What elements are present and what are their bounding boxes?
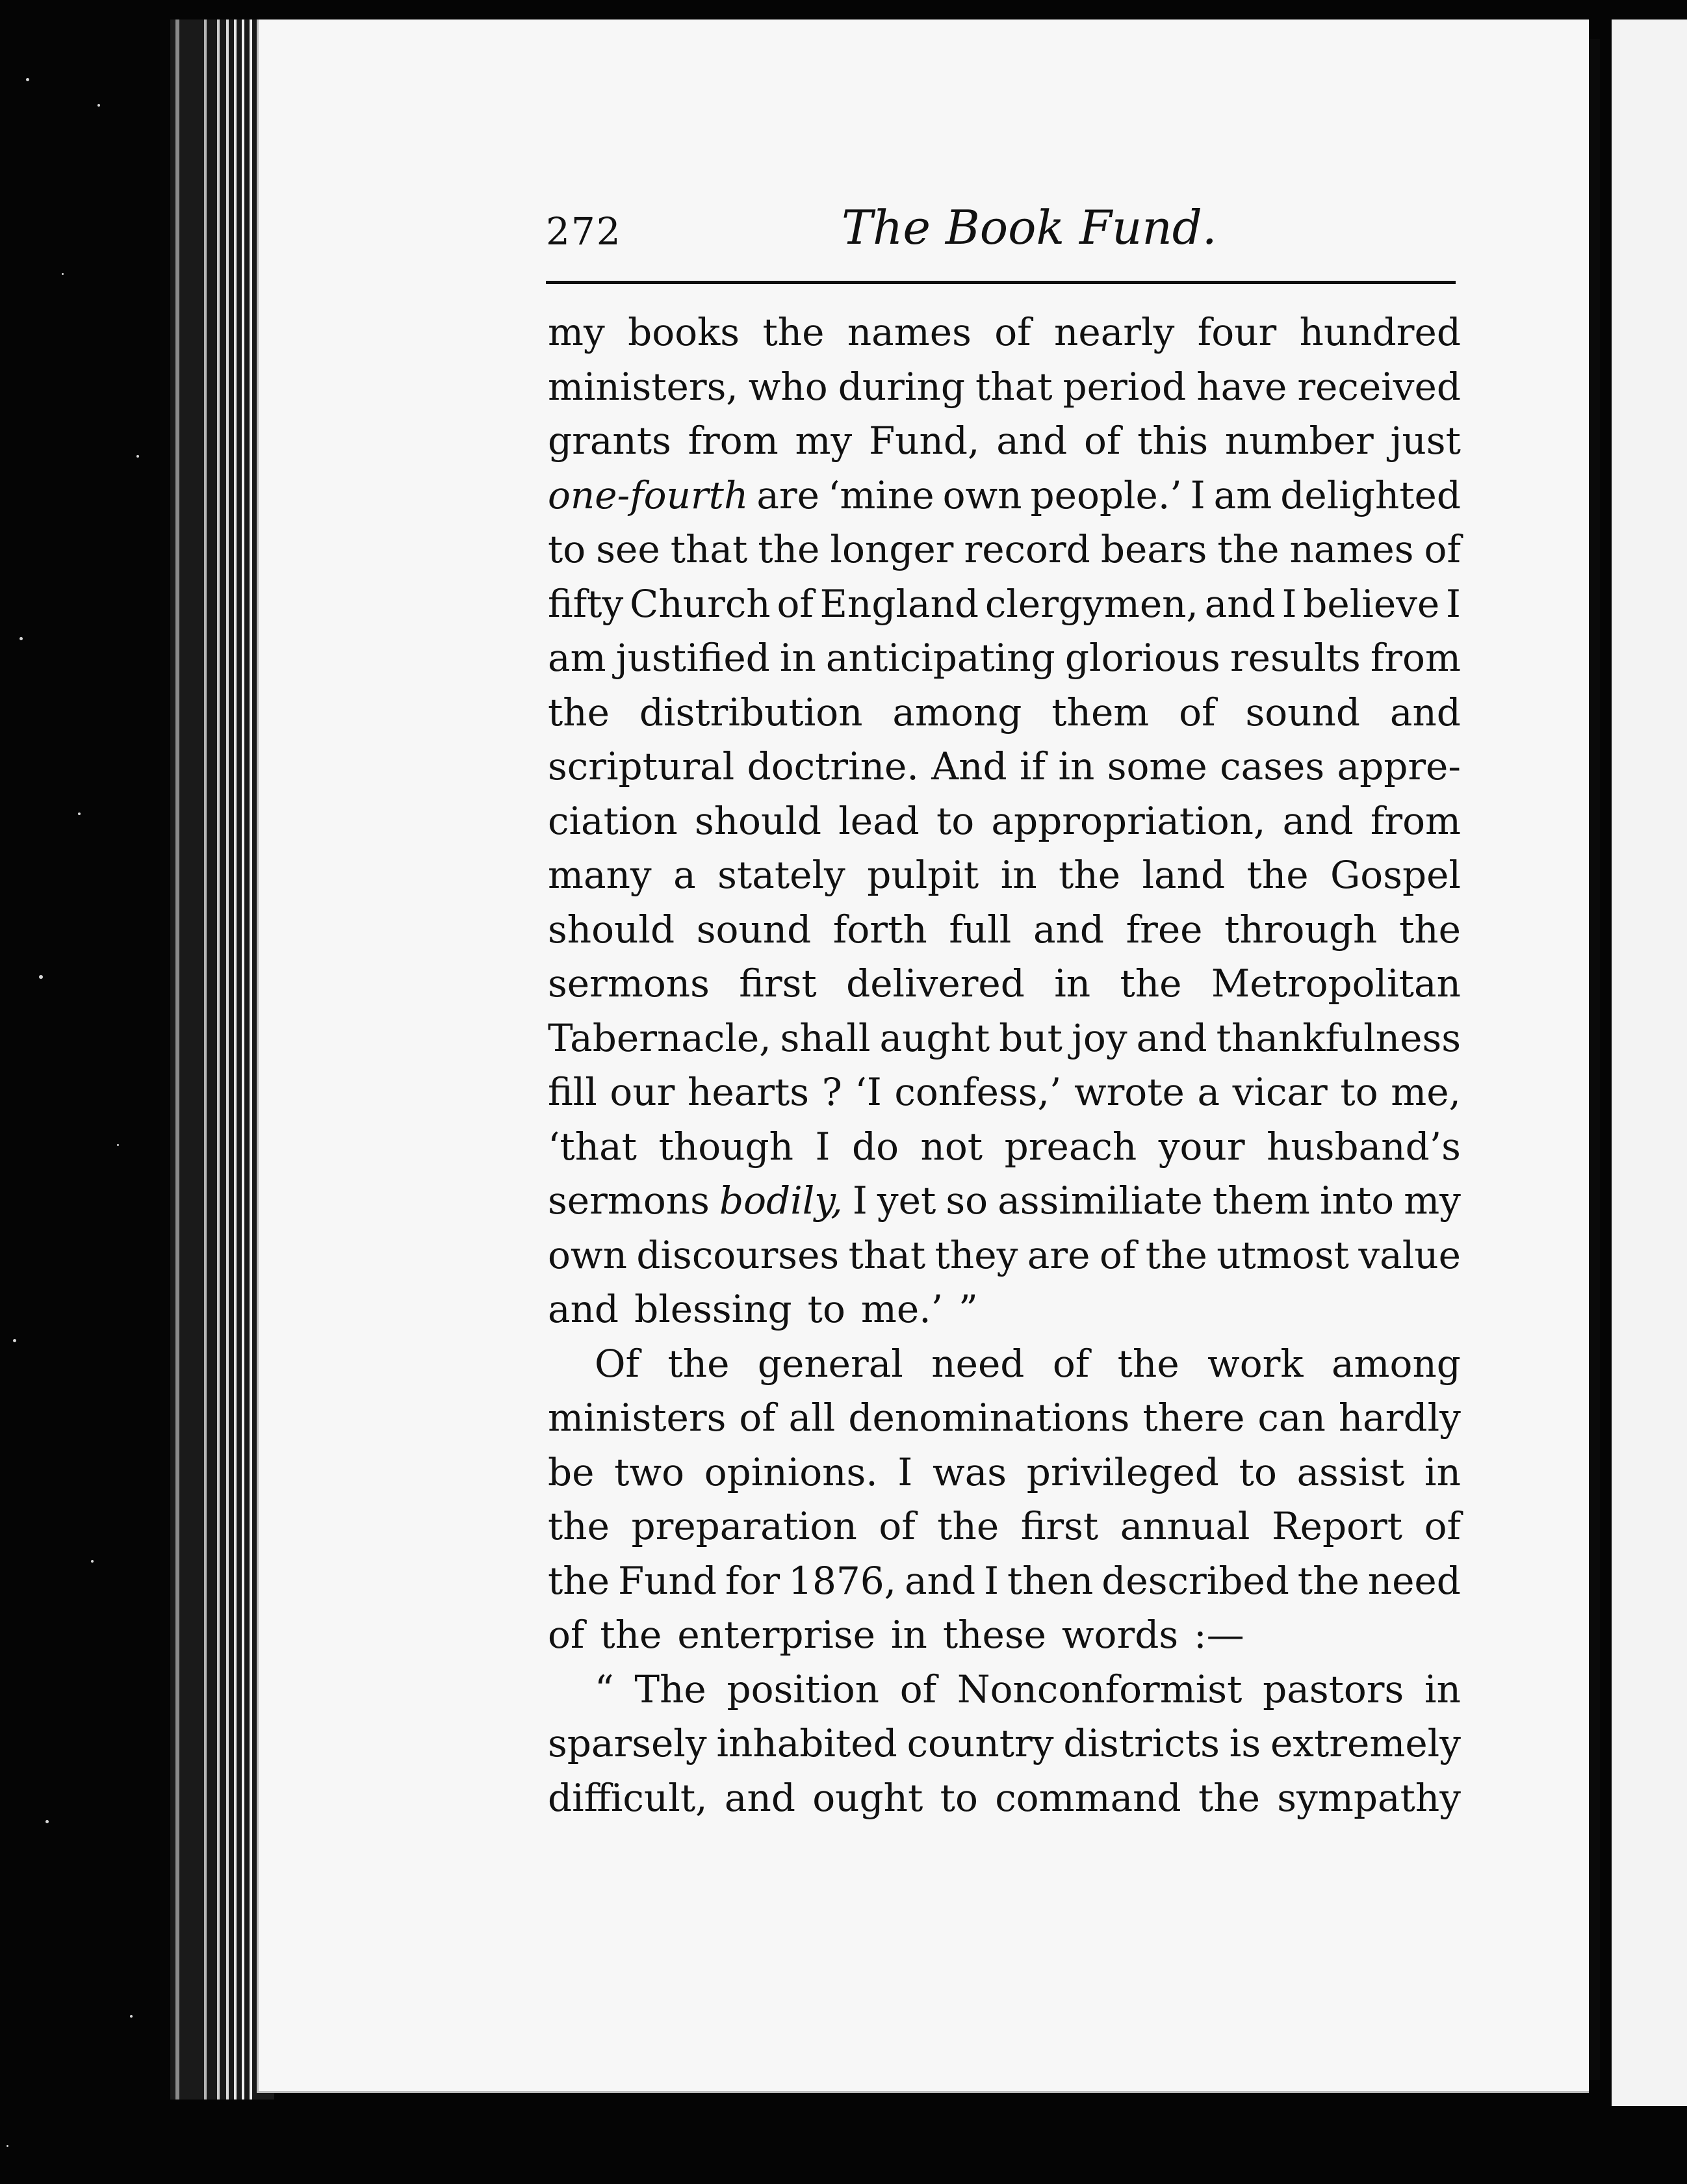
text-word: opinions. (704, 1450, 878, 1494)
text-word: ciation (548, 798, 678, 843)
text-word: the (1059, 853, 1121, 897)
text-word: the (762, 310, 825, 354)
text-word: thankfulness (1216, 1015, 1461, 1060)
text-word: :— (1194, 1613, 1244, 1657)
text-word: from (1370, 636, 1461, 680)
text-word: hardly (1338, 1396, 1461, 1440)
text-word: England (819, 581, 979, 626)
text-word: pulpit (867, 853, 979, 897)
text-word: that (670, 527, 748, 571)
text-word: and (548, 1287, 619, 1331)
text-word: my (795, 419, 853, 463)
text-line (548, 1065, 1461, 1120)
text-word: I (1446, 581, 1461, 626)
text-word: I (897, 1450, 913, 1494)
text-line (548, 306, 1461, 360)
text-word: joy (1071, 1015, 1127, 1060)
text-word: shall (780, 1015, 871, 1060)
text-word: I (984, 1558, 999, 1603)
text-word: privileged (1026, 1450, 1219, 1494)
text-word: my (548, 310, 605, 354)
text-word: command (995, 1775, 1181, 1820)
text-line (548, 1663, 1461, 1717)
text-word: the (600, 1613, 662, 1657)
text-word: of (879, 1504, 916, 1548)
text-word: should (694, 798, 822, 843)
text-line (548, 1174, 1461, 1228)
text-word: see (596, 527, 660, 571)
text-word: of (899, 1667, 937, 1711)
text-word: these (942, 1613, 1046, 1657)
text-word: the (1297, 1558, 1359, 1603)
text-word: nearly (1054, 310, 1175, 354)
text-line (548, 631, 1461, 686)
text-word: a (1197, 1070, 1220, 1114)
text-word: to (936, 798, 975, 843)
text-word: the (548, 1558, 610, 1603)
text-word: aught (879, 1015, 990, 1060)
text-word: people.’ (1030, 473, 1182, 517)
text-word: longer (830, 527, 954, 571)
text-word: doctrine. (747, 744, 919, 788)
text-line (548, 469, 1461, 523)
text-word: the (937, 1504, 999, 1548)
text-word: sympathy (1277, 1775, 1461, 1820)
running-header (546, 195, 1452, 273)
text-line (548, 523, 1461, 577)
text-word: are (1027, 1232, 1090, 1277)
text-word: full (949, 907, 1012, 952)
text-word: the (548, 1504, 610, 1548)
text-word: value (1358, 1232, 1461, 1277)
text-word: Of (595, 1341, 640, 1386)
text-word: all (788, 1396, 836, 1440)
text-word: Gospel (1330, 853, 1461, 897)
text-word: should (548, 907, 675, 952)
text-word: sound (1245, 690, 1360, 734)
text-line (548, 1337, 1461, 1392)
text-word: scriptural (548, 744, 735, 788)
text-word: hundred (1299, 310, 1461, 354)
text-word: am (1213, 473, 1272, 517)
text-word: ministers (548, 1396, 727, 1440)
text-word: number (1224, 419, 1374, 463)
text-word: anticipating (825, 636, 1055, 680)
text-word: that (975, 364, 1053, 409)
text-word: need (931, 1341, 1025, 1386)
text-word: some (1107, 744, 1207, 788)
text-word: ” (959, 1287, 978, 1331)
text-line (548, 1608, 1461, 1663)
text-word: period (1062, 364, 1187, 409)
text-word: I (815, 1124, 831, 1169)
text-word: of (739, 1396, 776, 1440)
text-word: four (1197, 310, 1277, 354)
text-word: the (1398, 907, 1461, 952)
text-word: I (1281, 581, 1297, 626)
text-line (548, 1282, 1461, 1337)
text-word: be (548, 1450, 595, 1494)
text-word: of (777, 581, 814, 626)
text-line (548, 686, 1461, 740)
text-word: own (942, 473, 1022, 517)
text-word: need (1367, 1558, 1461, 1603)
text-word: and (1282, 798, 1354, 843)
text-word: confess,’ (894, 1070, 1062, 1114)
text-word: among (892, 690, 1022, 734)
text-word: then (1007, 1558, 1094, 1603)
text-word: cases (1220, 744, 1325, 788)
text-word: the (1117, 1341, 1179, 1386)
text-line (548, 1500, 1461, 1554)
text-word: stately (717, 853, 845, 897)
text-line (548, 1717, 1461, 1771)
text-word: first (739, 961, 817, 1006)
text-word: to (807, 1287, 845, 1331)
text-word: and (1389, 690, 1461, 734)
text-word: can (1257, 1396, 1326, 1440)
text-word: ‘mine (827, 473, 934, 517)
text-word: assimiliate (998, 1178, 1203, 1223)
text-word: hearts (688, 1070, 810, 1114)
text-word: general (757, 1341, 903, 1386)
text-word: ? (821, 1070, 842, 1114)
text-word: a (673, 853, 696, 897)
text-word: who (748, 364, 828, 409)
text-word: words (1061, 1613, 1179, 1657)
text-word: this (1137, 419, 1209, 463)
text-line (548, 957, 1461, 1011)
text-line (548, 1011, 1461, 1066)
text-word: extremely (1270, 1721, 1461, 1765)
text-word: districts (1063, 1721, 1220, 1765)
text-word: glorious (1064, 636, 1220, 680)
text-word: for (725, 1558, 780, 1603)
text-word: wrote (1074, 1070, 1185, 1114)
text-word: your (1158, 1124, 1245, 1169)
text-word: in (890, 1613, 927, 1657)
text-line (548, 1554, 1461, 1609)
text-word: during (838, 364, 965, 409)
text-word: land (1142, 853, 1226, 897)
text-word: to (940, 1775, 978, 1820)
text-word: delivered (846, 961, 1025, 1006)
text-word: are (756, 473, 819, 517)
text-word: the (667, 1341, 730, 1386)
text-word: bears (1100, 527, 1207, 571)
text-word: many (548, 853, 652, 897)
text-word: into (1319, 1178, 1395, 1223)
text-word: The (634, 1667, 706, 1711)
text-word: And (931, 744, 1007, 788)
text-word: sparsely (548, 1721, 707, 1765)
text-line (548, 740, 1461, 794)
text-word: enterprise (677, 1613, 875, 1657)
text-word: in (1058, 744, 1095, 788)
text-word: Fund, (868, 419, 980, 463)
text-word: “ (595, 1667, 614, 1711)
text-word: the (758, 527, 820, 571)
text-word: is (1229, 1721, 1261, 1765)
text-word: in (1000, 853, 1037, 897)
text-word: them (1212, 1178, 1310, 1223)
text-word: utmost (1217, 1232, 1349, 1277)
text-line (548, 360, 1461, 415)
text-word: assist (1296, 1450, 1405, 1494)
text-word: sound (696, 907, 812, 952)
text-line (548, 1228, 1461, 1283)
text-word: ministers, (548, 364, 738, 409)
text-word: in (1054, 961, 1091, 1006)
text-word: position (727, 1667, 879, 1711)
text-word: to (1340, 1070, 1378, 1114)
text-word: fifty (548, 581, 624, 626)
text-word: there (1142, 1396, 1245, 1440)
text-word: among (1331, 1341, 1461, 1386)
text-word: do (851, 1124, 899, 1169)
text-word: to (1239, 1450, 1277, 1494)
text-word: inhabited (716, 1721, 897, 1765)
text-word: husband’s (1267, 1124, 1461, 1169)
header-rule (546, 281, 1456, 284)
text-word: in (1424, 1450, 1461, 1494)
text-word: and (1033, 907, 1104, 952)
text-word: and (724, 1775, 795, 1820)
text-word: books (628, 310, 740, 354)
text-word: and (996, 419, 1068, 463)
text-word: distribution (639, 690, 863, 734)
text-word: of (1084, 419, 1121, 463)
text-word: have (1196, 364, 1287, 409)
text-word: appre- (1337, 744, 1461, 788)
text-line (548, 1446, 1461, 1500)
text-line (548, 794, 1461, 849)
text-word: discourses (636, 1232, 840, 1277)
text-word: annual (1120, 1504, 1250, 1548)
text-word: in (779, 636, 816, 680)
text-word: preach (1004, 1124, 1137, 1169)
text-word: work (1207, 1341, 1304, 1386)
text-word: delighted (1280, 473, 1461, 517)
text-word: in (1424, 1667, 1461, 1711)
text-word: me.’ (860, 1287, 944, 1331)
text-line (548, 848, 1461, 903)
text-word: just (1390, 419, 1461, 463)
text-word: the (1246, 853, 1309, 897)
text-word: they (934, 1232, 1018, 1277)
body-text (548, 306, 1461, 1825)
text-word: our (610, 1070, 675, 1114)
text-word: results (1230, 636, 1361, 680)
text-word: yet (877, 1178, 936, 1223)
text-word: me, (1391, 1070, 1461, 1114)
page-number: 272 (546, 209, 622, 254)
facing-page-edge (1612, 20, 1687, 2106)
text-word: names (1289, 527, 1414, 571)
text-line (548, 1771, 1461, 1826)
text-word: denominations (848, 1396, 1130, 1440)
text-word: ought (812, 1775, 923, 1820)
text-word: grants (548, 419, 671, 463)
text-word: fill (548, 1070, 597, 1114)
text-word: received (1297, 364, 1461, 409)
text-word: from (1370, 798, 1461, 843)
text-line (548, 903, 1461, 957)
text-word: names (847, 310, 972, 354)
text-word: Metropolitan (1211, 961, 1461, 1006)
text-word: the (1217, 527, 1280, 571)
text-word: Fund (617, 1558, 717, 1603)
text-word: not (920, 1124, 983, 1169)
text-word: of (1424, 527, 1461, 571)
text-word: preparation (631, 1504, 857, 1548)
text-word: Church (630, 581, 771, 626)
text-word: Tabernacle, (548, 1015, 771, 1060)
text-word: but (999, 1015, 1062, 1060)
text-word: was (933, 1450, 1007, 1494)
text-word: that (848, 1232, 926, 1277)
text-word: ‘that (548, 1124, 637, 1169)
text-word: and (1204, 581, 1276, 626)
text-word: my (1404, 1178, 1461, 1223)
text-word: vicar (1232, 1070, 1328, 1114)
text-word: two (614, 1450, 685, 1494)
running-title: The Book Fund. (842, 200, 1217, 255)
text-word: of (1179, 690, 1216, 734)
text-word: the (548, 690, 610, 734)
text-word: and (1136, 1015, 1207, 1060)
text-word: ‘I (855, 1070, 882, 1114)
text-word: to (548, 527, 586, 571)
text-word: them (1051, 690, 1150, 734)
text-word: through (1224, 907, 1378, 952)
text-word: first (1020, 1504, 1099, 1548)
text-word: blessing (634, 1287, 792, 1331)
text-word: country (907, 1721, 1054, 1765)
text-line (548, 414, 1461, 469)
text-word: justified (615, 636, 770, 680)
text-word: one-fourth (548, 473, 749, 517)
text-word: forth (832, 907, 927, 952)
text-line (548, 1391, 1461, 1446)
text-word: believe (1303, 581, 1440, 626)
text-word: Report (1271, 1504, 1403, 1548)
text-word: of (548, 1613, 585, 1657)
text-word: pastors (1263, 1667, 1404, 1711)
text-word: of (1099, 1232, 1137, 1277)
text-word: lead (838, 798, 920, 843)
text-word: so (946, 1178, 988, 1223)
text-word: the (1145, 1232, 1207, 1277)
text-word: bodily, (719, 1178, 843, 1223)
text-word: described (1101, 1558, 1289, 1603)
text-word: and (905, 1558, 976, 1603)
text-word: sermons (548, 1178, 710, 1223)
text-word: if (1020, 744, 1046, 788)
text-word: from (688, 419, 779, 463)
text-line (548, 577, 1461, 632)
text-word: appropriation, (991, 798, 1266, 843)
text-word: difficult, (548, 1775, 708, 1820)
text-word: am (548, 636, 606, 680)
text-word: free (1126, 907, 1203, 952)
text-word: the (1120, 961, 1182, 1006)
text-word: I (1190, 473, 1205, 517)
text-line (548, 1120, 1461, 1175)
text-word: Nonconformist (957, 1667, 1243, 1711)
text-word: I (852, 1178, 868, 1223)
text-word: 1876, (788, 1558, 897, 1603)
text-word: record (964, 527, 1090, 571)
text-word: of (1424, 1504, 1461, 1548)
text-word: own (548, 1232, 627, 1277)
text-word: sermons (548, 961, 710, 1006)
text-word: though (658, 1124, 793, 1169)
text-word: of (1052, 1341, 1090, 1386)
text-word: clergymen, (985, 581, 1198, 626)
text-word: of (994, 310, 1031, 354)
text-word: the (1198, 1775, 1260, 1820)
